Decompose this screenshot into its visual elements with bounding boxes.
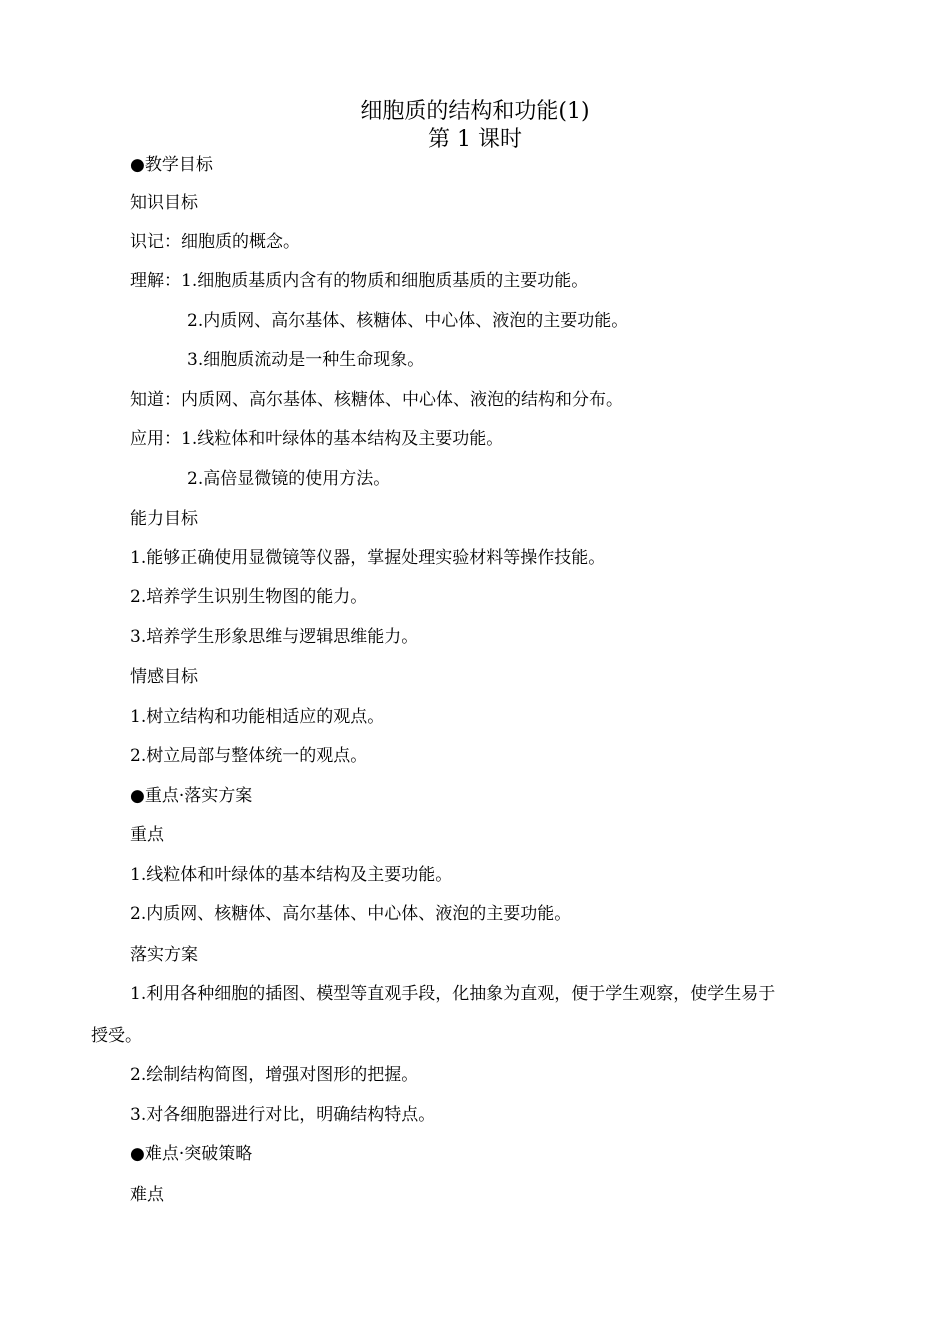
text-line: 1.利用各种细胞的插图、模型等直观手段，化抽象为直观，便于学生观察，使学生易于 — [130, 984, 776, 1004]
subheading-implementation-plan: 落实方案 — [130, 945, 198, 965]
section-heading-key-points: ●重点·落实方案 — [130, 786, 253, 806]
subheading-ability-goals: 能力目标 — [130, 509, 198, 529]
text-line: 应用：1.线粒体和叶绿体的基本结构及主要功能。 — [130, 429, 504, 449]
text-line: 2.绘制结构简图，增强对图形的把握。 — [130, 1065, 419, 1085]
text-line: 2.内质网、核糖体、高尔基体、中心体、液泡的主要功能。 — [130, 904, 572, 924]
text-line: 2.树立局部与整体统一的观点。 — [130, 746, 368, 766]
text-line: 1.能够正确使用显微镜等仪器，掌握处理实验材料等操作技能。 — [130, 548, 606, 568]
text-line-continued: 授受。 — [91, 1026, 142, 1046]
subheading-difficulties: 难点 — [130, 1185, 164, 1205]
text-line: 1.树立结构和功能相适应的观点。 — [130, 707, 385, 727]
subheading-emotion-goals: 情感目标 — [130, 667, 198, 687]
text-line: 知道：内质网、高尔基体、核糖体、中心体、液泡的结构和分布。 — [130, 390, 623, 410]
document-title: 细胞质的结构和功能(1) — [360, 99, 590, 124]
section-heading-difficulties: ●难点·突破策略 — [130, 1144, 253, 1164]
text-line: 2.培养学生识别生物图的能力。 — [130, 587, 368, 607]
text-line: 3.对各细胞器进行对比，明确结构特点。 — [130, 1105, 436, 1125]
text-line: 1.线粒体和叶绿体的基本结构及主要功能。 — [130, 865, 453, 885]
section-heading-teaching-goals: ●教学目标 — [130, 155, 213, 175]
text-line: 2.内质网、高尔基体、核糖体、中心体、液泡的主要功能。 — [187, 311, 629, 331]
text-line: 3.培养学生形象思维与逻辑思维能力。 — [130, 627, 419, 647]
document-subtitle: 第 1 课时 — [428, 127, 522, 152]
subheading-key-points: 重点 — [130, 825, 164, 845]
text-line: 3.细胞质流动是一种生命现象。 — [187, 350, 425, 370]
text-line: 识记：细胞质的概念。 — [130, 232, 300, 252]
subheading-knowledge-goals: 知识目标 — [130, 193, 198, 213]
text-line: 理解：1.细胞质基质内含有的物质和细胞质基质的主要功能。 — [130, 271, 589, 291]
text-line: 2.高倍显微镜的使用方法。 — [187, 469, 391, 489]
